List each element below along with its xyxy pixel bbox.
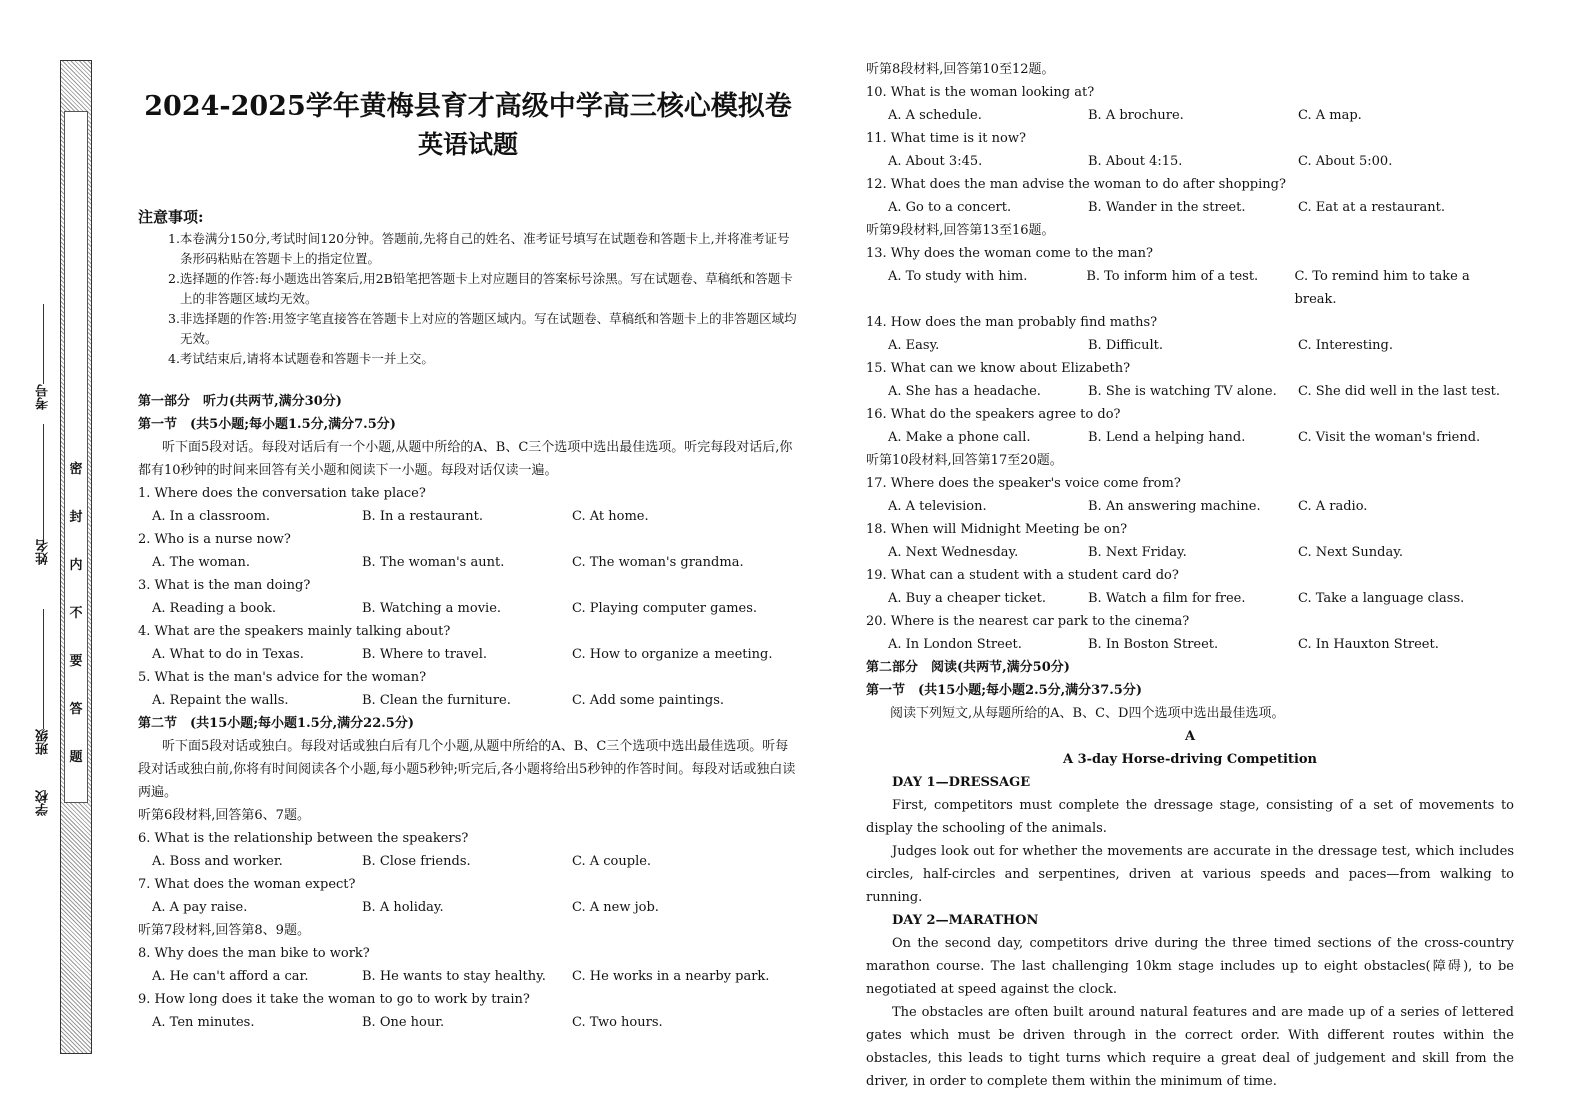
notice-item: 3.非选择题的作答:用签字笔直接答在答题卡上对应的答题区域内。写在试题卷、草稿纸和答题卡上的非答题区域均无效。 bbox=[168, 311, 797, 346]
name-line[interactable] bbox=[43, 424, 44, 539]
option-b[interactable]: B. Watch a film for free. bbox=[1088, 591, 1246, 606]
page-subtitle: 英语试题 bbox=[417, 130, 518, 159]
notice-item: 4.考试结束后,请将本试题卷和答题卡一并上交。 bbox=[168, 351, 434, 366]
option-row bbox=[138, 689, 798, 712]
option-c[interactable]: C. A map. bbox=[1298, 108, 1362, 123]
option-b[interactable]: B. Lend a helping hand. bbox=[1088, 430, 1246, 445]
class-field bbox=[30, 605, 56, 755]
option-b[interactable]: B. About 4:15. bbox=[1088, 154, 1183, 169]
option-a[interactable]: A. What to do in Texas. bbox=[152, 646, 304, 662]
option-row bbox=[866, 633, 1514, 656]
option-c[interactable]: C. He works in a nearby park. bbox=[572, 968, 770, 984]
notice-item: 1.本卷满分150分,考试时间120分钟。答题前,先将自己的姓名、准考证号填写在试题卷和答题卡上,并将准考证号条形码粘贴在答题卡上的指定位置。 bbox=[168, 231, 790, 266]
page-title: 2024-2025学年黄梅县育才高级中学高三核心模拟卷 bbox=[144, 91, 792, 122]
option-row bbox=[866, 587, 1514, 610]
option-c[interactable]: C. In Hauxton Street. bbox=[1298, 637, 1439, 652]
notice-block bbox=[138, 206, 798, 369]
option-a[interactable]: A. The woman. bbox=[152, 554, 251, 570]
left-column bbox=[138, 88, 798, 1034]
exam-number-line[interactable] bbox=[43, 304, 44, 384]
day2-heading: DAY 2—MARATHON bbox=[892, 913, 1039, 928]
option-c[interactable]: C. The woman's grandma. bbox=[572, 554, 744, 570]
seal-char: 内 bbox=[69, 558, 83, 573]
question-text: 15. What can we know about Elizabeth? bbox=[866, 361, 1131, 376]
option-c[interactable]: C. Add some paintings. bbox=[572, 692, 725, 708]
option-row bbox=[138, 965, 798, 988]
option-c[interactable]: C. She did well in the last test. bbox=[1298, 384, 1501, 399]
passage-title: A 3-day Horse-driving Competition bbox=[1062, 752, 1317, 767]
question-text: 20. Where is the nearest car park to the cinema? bbox=[866, 614, 1190, 629]
option-a[interactable]: A. About 3:45. bbox=[888, 154, 983, 169]
school-field bbox=[30, 790, 56, 816]
question-text: 16. What do the speakers agree to do? bbox=[866, 407, 1121, 422]
option-c[interactable]: C. How to organize a meeting. bbox=[572, 646, 773, 662]
question-text: 7. What does the woman expect? bbox=[138, 876, 356, 892]
option-a[interactable]: A. Next Wednesday. bbox=[888, 545, 1019, 560]
option-c[interactable]: C. A couple. bbox=[572, 853, 652, 869]
option-b[interactable]: B. Close friends. bbox=[362, 853, 471, 869]
option-b[interactable]: B. In a restaurant. bbox=[362, 508, 483, 524]
option-row bbox=[138, 505, 798, 528]
section1-questions bbox=[138, 482, 798, 712]
option-row bbox=[866, 265, 1514, 311]
option-a[interactable]: A. Easy. bbox=[888, 338, 940, 353]
name-field bbox=[30, 420, 56, 565]
seal-char: 答 bbox=[69, 702, 83, 717]
seal-char: 封 bbox=[69, 510, 83, 525]
material-label: 听第7段材料,回答第8、9题。 bbox=[138, 922, 310, 938]
question-text: 3. What is the man doing? bbox=[138, 577, 311, 593]
option-b[interactable]: B. In Boston Street. bbox=[1088, 637, 1219, 652]
option-row bbox=[138, 551, 798, 574]
option-a[interactable]: A. A pay raise. bbox=[152, 899, 248, 915]
option-c[interactable]: C. Interesting. bbox=[1298, 338, 1393, 353]
option-row bbox=[138, 597, 798, 620]
option-b[interactable]: B. One hour. bbox=[362, 1014, 445, 1030]
option-b[interactable]: B. Watching a movie. bbox=[362, 600, 502, 616]
part2-intro: 阅读下列短文,从每题所给的A、B、C、D四个选项中选出最佳选项。 bbox=[890, 706, 1285, 721]
question-text: 11. What time is it now? bbox=[866, 131, 1026, 146]
question-text: 18. When will Midnight Meeting be on? bbox=[866, 522, 1128, 537]
option-c[interactable]: C. A new job. bbox=[572, 899, 659, 915]
question-text: 13. Why does the woman come to the man? bbox=[866, 246, 1153, 261]
binding-strip bbox=[60, 60, 92, 1054]
passage-letter: A bbox=[1184, 729, 1196, 744]
option-row bbox=[138, 896, 798, 919]
option-c[interactable]: C. At home. bbox=[572, 508, 649, 524]
option-c[interactable]: C. Visit the woman's friend. bbox=[1298, 430, 1481, 445]
option-a[interactable]: A. A schedule. bbox=[888, 108, 982, 123]
option-c[interactable]: C. Two hours. bbox=[572, 1014, 663, 1030]
option-row bbox=[138, 850, 798, 873]
part2-section1-heading: 第一节 (共15小题;每小题2.5分,满分37.5分) bbox=[866, 683, 1142, 698]
option-a[interactable]: A. Go to a concert. bbox=[888, 200, 1012, 215]
exam-number-field bbox=[30, 300, 56, 410]
option-a[interactable]: A. Reading a book. bbox=[152, 600, 277, 616]
passage-paragraph: Judges look out for whether the movements are accurate in the dressage test, which includes circles, half-circles and serpentines, driven at various speeds and paces—from walking to running. bbox=[866, 844, 1514, 905]
seal-line-box bbox=[64, 111, 88, 803]
name-label: 姓名 bbox=[35, 539, 51, 565]
right-column bbox=[866, 58, 1514, 1093]
question-text: 10. What is the woman looking at? bbox=[866, 85, 1095, 100]
option-c[interactable]: C. To remind him to take a break. bbox=[1294, 269, 1470, 307]
option-row bbox=[138, 643, 798, 666]
question-text: 17. Where does the speaker's voice come from? bbox=[866, 476, 1181, 491]
option-a[interactable]: A. In London Street. bbox=[888, 637, 1022, 652]
option-c[interactable]: C. Next Sunday. bbox=[1298, 545, 1403, 560]
option-b[interactable]: B. Wander in the street. bbox=[1088, 200, 1246, 215]
class-label: 班级 bbox=[35, 729, 51, 755]
option-b[interactable]: B. Next Friday. bbox=[1088, 545, 1187, 560]
class-line[interactable] bbox=[43, 609, 44, 729]
option-row bbox=[866, 150, 1514, 173]
section2-heading: 第二节 (共15小题;每小题1.5分,满分22.5分) bbox=[138, 715, 414, 731]
question-text: 9. How long does it take the woman to go to work by train? bbox=[138, 991, 530, 1007]
option-b[interactable]: B. A holiday. bbox=[362, 899, 444, 915]
option-a[interactable]: A. Boss and worker. bbox=[152, 853, 283, 869]
material-label: 听第8段材料,回答第10至12题。 bbox=[866, 62, 1055, 77]
option-b[interactable]: B. To inform him of a test. bbox=[1086, 269, 1259, 284]
option-a[interactable]: A. To study with him. bbox=[888, 269, 1028, 284]
question-text: 5. What is the man's advice for the woman? bbox=[138, 669, 427, 685]
question-text: 1. Where does the conversation take place? bbox=[138, 485, 426, 501]
section2-intro: 听下面5段对话或独白。每段对话或独白后有几个小题,从题中所给的A、B、C三个选项中选出最佳选项。听每段对话或独白前,你将有时间阅读各个小题,每小题5秒钟;听完后,各小题将给出5秒钟的作答时间。每段对话或独白读两遍。 bbox=[138, 738, 796, 800]
option-a[interactable]: A. Ten minutes. bbox=[152, 1014, 255, 1030]
passage-paragraph: On the second day, competitors drive during the three timed sections of the cross-country marathon course. The last challenging 10km stage includes up to eight obstacles(障碍), to be negotiated at speed against the clock. bbox=[866, 936, 1514, 997]
option-b[interactable]: B. Clean the furniture. bbox=[362, 692, 511, 708]
option-row bbox=[866, 104, 1514, 127]
option-row bbox=[866, 196, 1514, 219]
option-a[interactable]: A. Buy a cheaper ticket. bbox=[888, 591, 1046, 606]
option-row bbox=[866, 541, 1514, 564]
option-row bbox=[866, 426, 1514, 449]
option-c[interactable]: C. Eat at a restaurant. bbox=[1298, 200, 1445, 215]
option-c[interactable]: C. About 5:00. bbox=[1298, 154, 1393, 169]
question-text: 2. Who is a nurse now? bbox=[138, 531, 291, 547]
option-row bbox=[866, 380, 1514, 403]
section1-heading: 第一节 (共5小题;每小题1.5分,满分7.5分) bbox=[138, 416, 396, 432]
section1-intro: 听下面5段对话。每段对话后有一个小题,从题中所给的A、B、C三个选项中选出最佳选项。听完每段对话后,你都有10秒钟的时间来回答有关小题和阅读下一小题。每段对话仅读一遍。 bbox=[138, 439, 793, 478]
question-text: 4. What are the speakers mainly talking about? bbox=[138, 623, 451, 639]
option-c[interactable]: C. Take a language class. bbox=[1298, 591, 1465, 606]
question-text: 14. How does the man probably find maths? bbox=[866, 315, 1158, 330]
option-row bbox=[138, 1011, 798, 1034]
seal-char: 密 bbox=[69, 462, 83, 477]
option-b[interactable]: B. A brochure. bbox=[1088, 108, 1184, 123]
section2-left-questions bbox=[138, 804, 798, 1034]
material-label: 听第10段材料,回答第17至20题。 bbox=[866, 453, 1063, 468]
option-b[interactable]: B. Difficult. bbox=[1088, 338, 1163, 353]
question-text: 19. What can a student with a student card do? bbox=[866, 568, 1179, 583]
material-label: 听第6段材料,回答第6、7题。 bbox=[138, 807, 310, 823]
seal-char: 题 bbox=[69, 750, 83, 765]
day1-heading: DAY 1—DRESSAGE bbox=[892, 775, 1031, 790]
question-text: 12. What does the man advise the woman to do after shopping? bbox=[866, 177, 1286, 192]
part2-heading: 第二部分 阅读(共两节,满分50分) bbox=[866, 660, 1070, 675]
option-a[interactable]: A. He can't afford a car. bbox=[152, 968, 309, 984]
seal-char: 不 bbox=[69, 606, 83, 621]
seal-char: 要 bbox=[69, 654, 83, 669]
option-b[interactable]: B. An answering machine. bbox=[1088, 499, 1261, 514]
option-b[interactable]: B. Where to travel. bbox=[362, 646, 487, 662]
option-a[interactable]: A. Repaint the walls. bbox=[152, 692, 289, 708]
option-a[interactable]: A. A television. bbox=[888, 499, 987, 514]
notice-heading: 注意事项: bbox=[138, 208, 204, 226]
question-text: 6. What is the relationship between the speakers? bbox=[138, 830, 469, 846]
option-a[interactable]: A. Make a phone call. bbox=[888, 430, 1031, 445]
option-c[interactable]: C. Playing computer games. bbox=[572, 600, 758, 616]
option-b[interactable]: B. The woman's aunt. bbox=[362, 554, 505, 570]
notice-item: 2.选择题的作答:每小题选出答案后,用2B铅笔把答题卡上对应题目的答案标号涂黑。写在试题卷、草稿纸和答题卡上的非答题区域均无效。 bbox=[168, 271, 793, 306]
exam-number-label: 考号 bbox=[35, 384, 51, 410]
section2-right-questions bbox=[866, 58, 1514, 656]
part1-heading: 第一部分 听力(共两节,满分30分) bbox=[138, 393, 342, 409]
material-label: 听第9段材料,回答第13至16题。 bbox=[866, 223, 1055, 238]
school-label: 学校 bbox=[35, 790, 51, 816]
passage-paragraph: First, competitors must complete the dressage stage, consisting of a set of movements to display the schooling of the animals. bbox=[866, 798, 1514, 836]
option-a[interactable]: A. In a classroom. bbox=[152, 508, 271, 524]
option-row bbox=[866, 495, 1514, 518]
question-text: 8. Why does the man bike to work? bbox=[138, 945, 370, 961]
option-b[interactable]: B. He wants to stay healthy. bbox=[362, 968, 546, 984]
option-row bbox=[866, 334, 1514, 357]
passage-paragraph: The obstacles are often built around natural features and are made up of a series of lettered gates which must be driven through in the correct order. With different routes within the obstacles, this leads to tight turns which require a great deal of judgement and skill from the driver, in order to complete them within the minimum of time. bbox=[866, 1005, 1514, 1089]
option-b[interactable]: B. She is watching TV alone. bbox=[1088, 384, 1277, 399]
option-c[interactable]: C. A radio. bbox=[1298, 499, 1368, 514]
option-a[interactable]: A. She has a headache. bbox=[888, 384, 1041, 399]
